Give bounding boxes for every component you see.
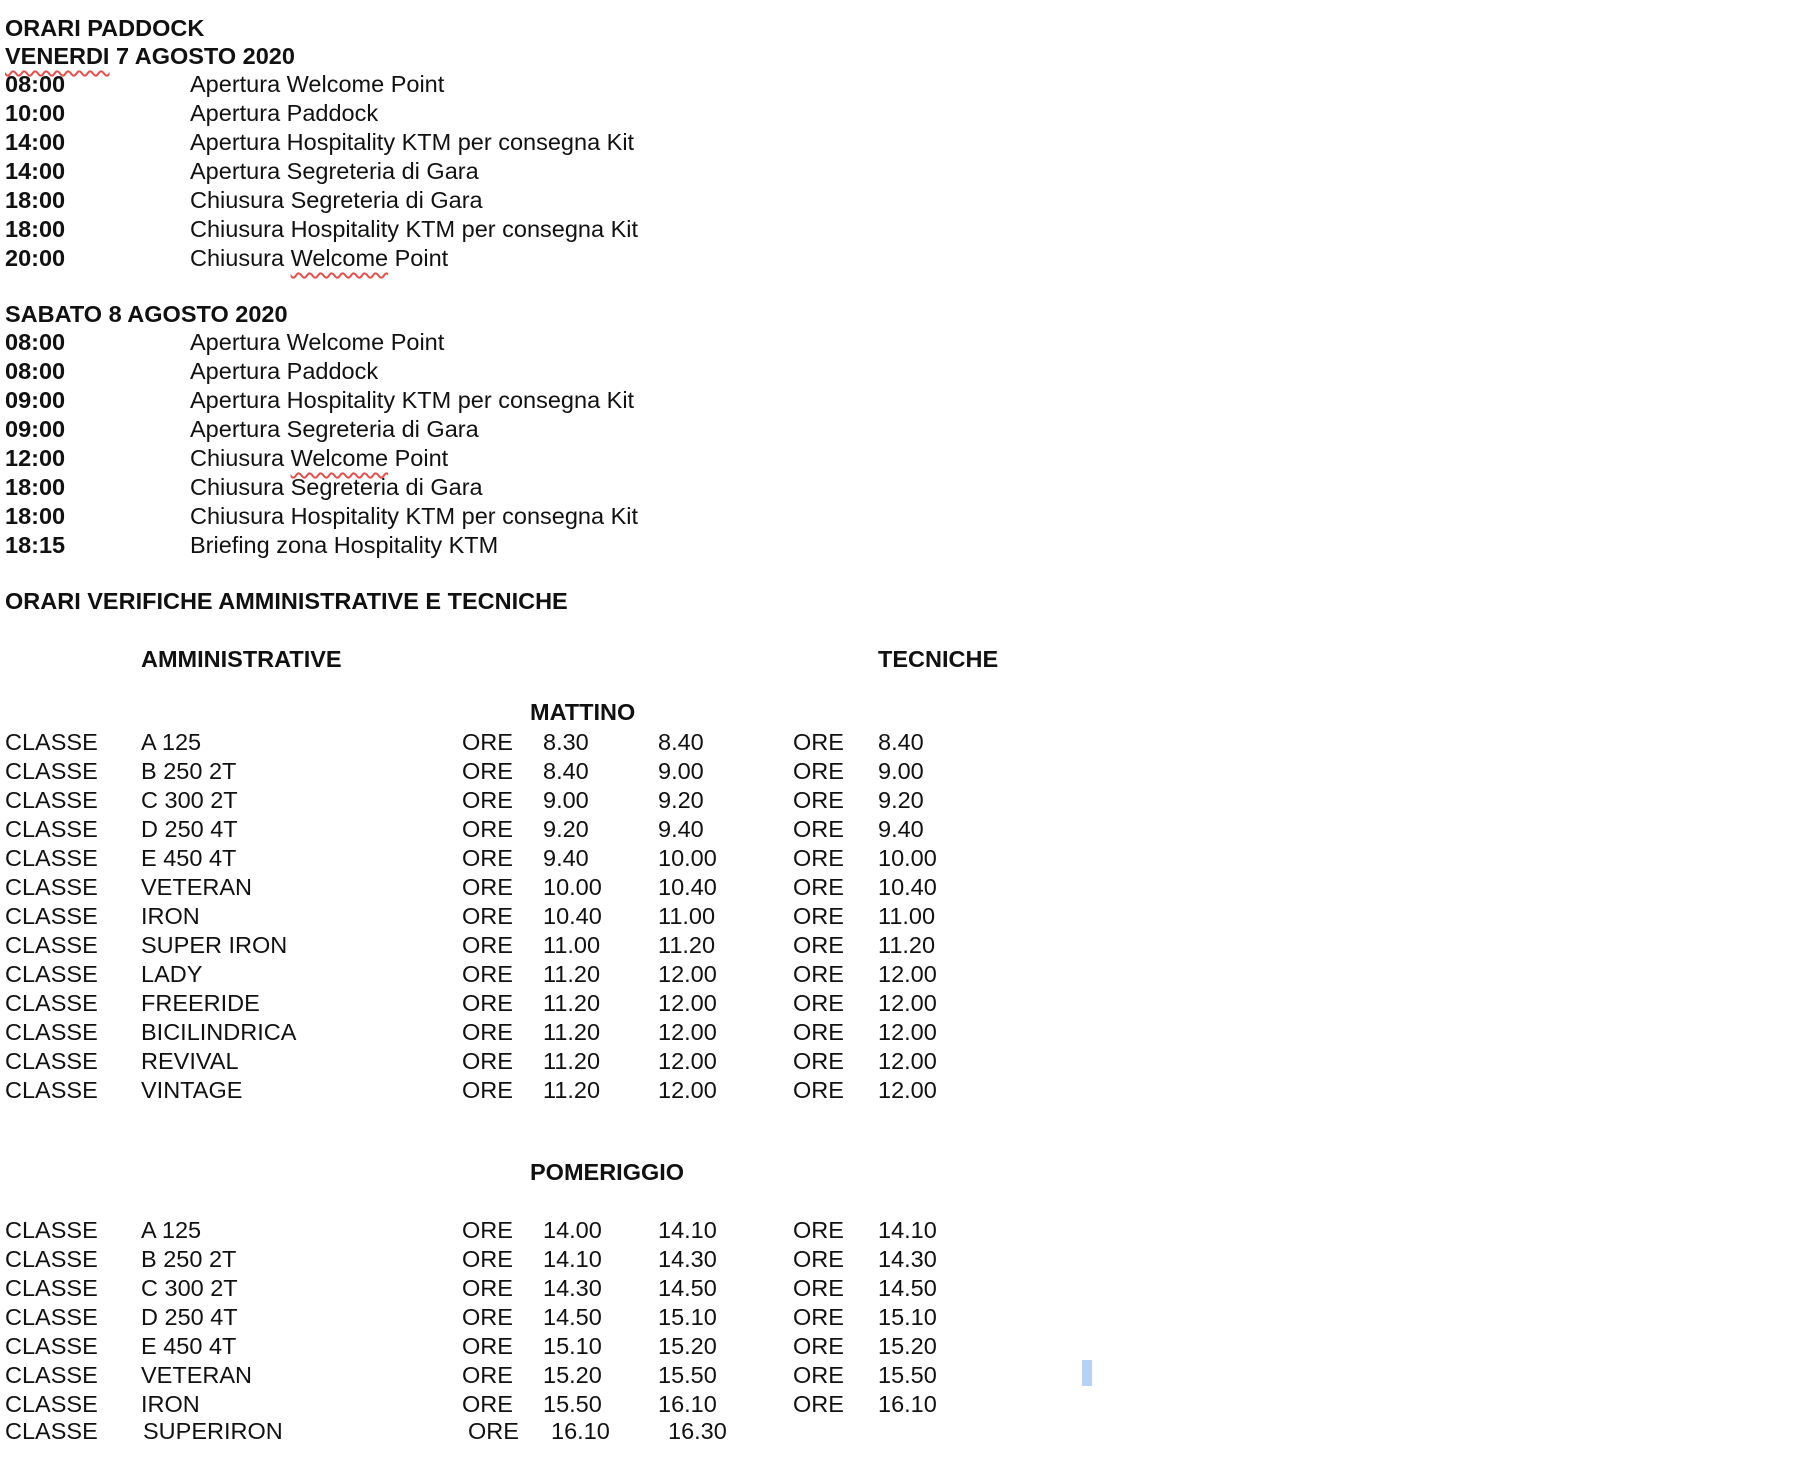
admin-start-cell: 15.50 xyxy=(543,1391,602,1417)
schedule-row xyxy=(0,444,1200,472)
schedule-text: Apertura Hospitality KTM per consegna Kit xyxy=(190,129,635,155)
classe-cell: CLASSE xyxy=(5,961,98,987)
schedule-time: 08:00 xyxy=(5,358,66,384)
table-row xyxy=(0,1361,1200,1389)
class-name-cell: C 300 2T xyxy=(141,1275,238,1301)
admin-start-cell: 15.20 xyxy=(543,1362,602,1388)
schedule-time: 09:00 xyxy=(5,387,66,413)
class-name-cell: IRON xyxy=(141,1391,200,1417)
class-name-cell: B 250 2T xyxy=(141,758,237,784)
tech-time-cell: 14.50 xyxy=(878,1275,937,1301)
schedule-text-post: Point xyxy=(388,245,449,271)
ore-label-cell: ORE xyxy=(462,1077,513,1103)
admin-end-cell: 12.00 xyxy=(658,990,717,1016)
schedule-text: Apertura Segreteria di Gara xyxy=(190,416,479,442)
ore-label-cell: ORE xyxy=(793,758,844,784)
classe-cell: CLASSE xyxy=(5,1304,98,1330)
admin-start-cell: 9.20 xyxy=(543,816,589,842)
schedule-row xyxy=(0,386,1200,414)
schedule-time: 09:00 xyxy=(5,416,66,442)
classe-cell: CLASSE xyxy=(5,932,98,958)
table-row xyxy=(0,1216,1200,1244)
ore-label-cell: ORE xyxy=(462,1362,513,1388)
admin-end-cell: 14.30 xyxy=(658,1246,717,1272)
ore-label-cell: ORE xyxy=(462,758,513,784)
schedule-time: 18:00 xyxy=(5,474,66,500)
admin-end-cell: 9.40 xyxy=(658,816,704,842)
classe-cell: CLASSE xyxy=(5,1217,98,1243)
admin-start-cell: 14.50 xyxy=(543,1304,602,1330)
classe-cell: CLASSE xyxy=(5,1019,98,1045)
table-row-last xyxy=(0,1417,1200,1445)
schedule-row xyxy=(0,70,1200,98)
schedule-row xyxy=(0,328,1200,356)
ore-label-cell: ORE xyxy=(462,1019,513,1045)
classe-cell: CLASSE xyxy=(5,903,98,929)
ore-label-cell: ORE xyxy=(793,1077,844,1103)
classe-cell: CLASSE xyxy=(5,1275,98,1301)
tech-time-cell: 16.10 xyxy=(878,1391,937,1417)
ore-label-cell: ORE xyxy=(793,1304,844,1330)
table-row xyxy=(0,728,1200,756)
col-header-tech: TECNICHE xyxy=(878,646,999,672)
admin-start-cell: 11.20 xyxy=(543,961,601,987)
table-row xyxy=(0,873,1200,901)
schedule-text: Apertura Paddock xyxy=(190,100,379,126)
page-title: ORARI PADDOCK xyxy=(5,15,205,41)
ore-label-cell: ORE xyxy=(462,729,513,755)
classe-cell: CLASSE xyxy=(5,1246,98,1272)
admin-end-cell: 10.00 xyxy=(658,845,717,871)
day1-heading-date: 7 AGOSTO 2020 xyxy=(109,43,295,69)
text-cursor-highlight xyxy=(1082,1360,1092,1386)
schedule-text: Chiusura Hospitality KTM per consegna Kit xyxy=(190,503,639,529)
schedule-text: Apertura Paddock xyxy=(190,358,379,384)
schedule-time: 18:00 xyxy=(5,503,66,529)
ore-label-cell: ORE xyxy=(793,1391,844,1417)
ore-label-cell: ORE xyxy=(793,961,844,987)
admin-end-cell: 11.00 xyxy=(658,903,716,929)
class-name-cell: SUPERIRON xyxy=(143,1418,283,1444)
schedule-text-post: Point xyxy=(388,445,449,471)
schedule-row xyxy=(0,473,1200,501)
admin-start-cell: 9.00 xyxy=(543,787,589,813)
schedule-text-pre: Chiusura xyxy=(190,245,291,271)
schedule-time: 18:00 xyxy=(5,187,66,213)
tech-time-cell: 12.00 xyxy=(878,1077,937,1103)
ore-label-cell: ORE xyxy=(793,1362,844,1388)
admin-start-cell: 11.00 xyxy=(543,932,601,958)
schedule-row xyxy=(0,244,1200,272)
table-row xyxy=(0,989,1200,1017)
schedule-text: Apertura Hospitality KTM per consegna Kit xyxy=(190,387,635,413)
tech-time-cell: 12.00 xyxy=(878,961,937,987)
ore-label-cell: ORE xyxy=(793,874,844,900)
schedule-time: 08:00 xyxy=(5,329,66,355)
admin-start-cell: 15.10 xyxy=(543,1333,602,1359)
class-name-cell: D 250 4T xyxy=(141,816,238,842)
schedule-text: Briefing zona Hospitality KTM xyxy=(190,532,499,558)
class-name-cell: E 450 4T xyxy=(141,1333,237,1359)
classe-cell: CLASSE xyxy=(5,1048,98,1074)
schedule-text: Apertura Welcome Point xyxy=(190,71,445,97)
ore-label-cell: ORE xyxy=(462,1246,513,1272)
classe-cell: CLASSE xyxy=(5,1418,98,1444)
class-name-cell: LADY xyxy=(141,961,203,987)
table-row xyxy=(0,1076,1200,1104)
tech-time-cell: 12.00 xyxy=(878,1048,937,1074)
ore-label-cell: ORE xyxy=(462,1217,513,1243)
tech-time-cell: 14.30 xyxy=(878,1246,937,1272)
schedule-text: Chiusura Hospitality KTM per consegna Kit xyxy=(190,216,639,242)
schedule-time: 18:00 xyxy=(5,216,66,242)
ore-label-cell: ORE xyxy=(462,1391,513,1417)
classe-cell: CLASSE xyxy=(5,816,98,842)
tech-time-cell: 12.00 xyxy=(878,990,937,1016)
admin-end-cell: 9.20 xyxy=(658,787,704,813)
admin-end-cell: 14.50 xyxy=(658,1275,717,1301)
tech-time-cell: 15.20 xyxy=(878,1333,937,1359)
table-row xyxy=(0,1245,1200,1273)
tech-time-cell: 9.20 xyxy=(878,787,924,813)
class-name-cell: FREERIDE xyxy=(141,990,260,1016)
admin-end-cell: 15.10 xyxy=(658,1304,717,1330)
class-name-cell: BICILINDRICA xyxy=(141,1019,297,1045)
classe-cell: CLASSE xyxy=(5,1362,98,1388)
admin-end-cell: 14.10 xyxy=(658,1217,717,1243)
schedule-time: 18:15 xyxy=(5,532,66,558)
day2-heading: SABATO 8 AGOSTO 2020 xyxy=(5,301,288,327)
class-name-cell: SUPER IRON xyxy=(141,932,288,958)
tech-time-cell: 15.10 xyxy=(878,1304,937,1330)
table-row xyxy=(0,1274,1200,1302)
pomeriggio-label: POMERIGGIO xyxy=(530,1159,685,1185)
table-row xyxy=(0,1332,1200,1360)
admin-start-cell: 10.00 xyxy=(543,874,602,900)
admin-start-cell: 10.40 xyxy=(543,903,602,929)
schedule-row xyxy=(0,357,1200,385)
ore-label-cell: ORE xyxy=(793,1019,844,1045)
table-row xyxy=(0,786,1200,814)
table-row xyxy=(0,902,1200,930)
schedule-row xyxy=(0,157,1200,185)
schedule-time: 20:00 xyxy=(5,245,66,271)
class-name-cell: B 250 2T xyxy=(141,1246,237,1272)
tech-time-cell: 10.00 xyxy=(878,845,937,871)
tech-time-cell: 15.50 xyxy=(878,1362,937,1388)
admin-start-cell: 14.30 xyxy=(543,1275,602,1301)
col-header-admin: AMMINISTRATIVE xyxy=(141,646,342,672)
schedule-text xyxy=(190,244,448,272)
admin-end-cell: 12.00 xyxy=(658,961,717,987)
ore-label-cell: ORE xyxy=(462,845,513,871)
admin-start-cell: 14.10 xyxy=(543,1246,602,1272)
class-name-cell: D 250 4T xyxy=(141,1304,238,1330)
ore-label-cell: ORE xyxy=(462,990,513,1016)
class-name-cell: A 125 xyxy=(141,729,202,755)
admin-end-cell: 10.40 xyxy=(658,874,717,900)
ore-label-cell: ORE xyxy=(793,1048,844,1074)
ore-label-cell: ORE xyxy=(462,1304,513,1330)
class-name-cell: E 450 4T xyxy=(141,845,237,871)
admin-end-cell: 16.30 xyxy=(668,1418,727,1444)
classe-cell: CLASSE xyxy=(5,729,98,755)
schedule-row xyxy=(0,502,1200,530)
verifiche-title: ORARI VERIFICHE AMMINISTRATIVE E TECNICHE xyxy=(5,588,568,614)
ore-label-cell: ORE xyxy=(793,787,844,813)
schedule-row xyxy=(0,415,1200,443)
admin-end-cell: 15.20 xyxy=(658,1333,717,1359)
tech-time-cell: 14.10 xyxy=(878,1217,937,1243)
ore-label-cell: ORE xyxy=(793,903,844,929)
table-row xyxy=(0,815,1200,843)
class-name-cell: A 125 xyxy=(141,1217,202,1243)
schedule-time: 10:00 xyxy=(5,100,66,126)
admin-end-cell: 11.20 xyxy=(658,932,716,958)
schedule-text-pre: Chiusura xyxy=(190,445,291,471)
admin-end-cell: 12.00 xyxy=(658,1019,717,1045)
schedule-row xyxy=(0,531,1200,559)
spellcheck-word: VENERDI xyxy=(5,43,110,69)
ore-label-cell: ORE xyxy=(468,1418,519,1444)
schedule-time: 08:00 xyxy=(5,71,66,97)
class-name-cell: VINTAGE xyxy=(141,1077,243,1103)
class-name-cell: VETERAN xyxy=(141,874,252,900)
spellcheck-word: Welcome xyxy=(290,245,389,271)
spellcheck-word: Welcome xyxy=(290,445,389,471)
ore-label-cell: ORE xyxy=(793,1217,844,1243)
admin-start-cell: 8.30 xyxy=(543,729,589,755)
admin-end-cell: 12.00 xyxy=(658,1048,717,1074)
classe-cell: CLASSE xyxy=(5,874,98,900)
table-row xyxy=(0,1047,1200,1075)
admin-end-cell: 12.00 xyxy=(658,1077,717,1103)
class-name-cell: VETERAN xyxy=(141,1362,252,1388)
schedule-text: Chiusura Segreteria di Gara xyxy=(190,474,483,500)
admin-end-cell: 16.10 xyxy=(658,1391,717,1417)
ore-label-cell: ORE xyxy=(793,1246,844,1272)
ore-label-cell: ORE xyxy=(793,932,844,958)
class-name-cell: C 300 2T xyxy=(141,787,238,813)
table-row xyxy=(0,757,1200,785)
ore-label-cell: ORE xyxy=(793,1333,844,1359)
tech-time-cell: 9.00 xyxy=(878,758,924,784)
admin-start-cell: 11.20 xyxy=(543,990,601,1016)
classe-cell: CLASSE xyxy=(5,1391,98,1417)
mattino-label: MATTINO xyxy=(530,699,636,725)
ore-label-cell: ORE xyxy=(462,874,513,900)
class-name-cell: IRON xyxy=(141,903,200,929)
schedule-time: 14:00 xyxy=(5,158,66,184)
schedule-row xyxy=(0,128,1200,156)
ore-label-cell: ORE xyxy=(462,1048,513,1074)
ore-label-cell: ORE xyxy=(462,932,513,958)
admin-start-cell: 14.00 xyxy=(543,1217,602,1243)
table-row xyxy=(0,844,1200,872)
admin-start-cell: 11.20 xyxy=(543,1048,601,1074)
ore-label-cell: ORE xyxy=(462,787,513,813)
admin-start-cell: 11.20 xyxy=(543,1077,601,1103)
table-row xyxy=(0,931,1200,959)
table-row xyxy=(0,1018,1200,1046)
schedule-text xyxy=(190,444,448,472)
schedule-time: 14:00 xyxy=(5,129,66,155)
ore-label-cell: ORE xyxy=(462,1275,513,1301)
admin-start-cell: 8.40 xyxy=(543,758,589,784)
table-row xyxy=(0,1303,1200,1331)
classe-cell: CLASSE xyxy=(5,845,98,871)
schedule-time: 12:00 xyxy=(5,445,66,471)
tech-time-cell: 10.40 xyxy=(878,874,937,900)
ore-label-cell: ORE xyxy=(793,1275,844,1301)
schedule-text: Chiusura Segreteria di Gara xyxy=(190,187,483,213)
admin-end-cell: 15.50 xyxy=(658,1362,717,1388)
tech-time-cell: 9.40 xyxy=(878,816,924,842)
table-row xyxy=(0,960,1200,988)
schedule-text: Apertura Segreteria di Gara xyxy=(190,158,479,184)
admin-start-cell: 16.10 xyxy=(551,1418,610,1444)
tech-time-cell: 12.00 xyxy=(878,1019,937,1045)
ore-label-cell: ORE xyxy=(462,903,513,929)
classe-cell: CLASSE xyxy=(5,1333,98,1359)
ore-label-cell: ORE xyxy=(462,1333,513,1359)
ore-label-cell: ORE xyxy=(462,816,513,842)
table-row xyxy=(0,1390,1200,1418)
admin-start-cell: 11.20 xyxy=(543,1019,601,1045)
ore-label-cell: ORE xyxy=(793,729,844,755)
schedule-text: Apertura Welcome Point xyxy=(190,329,445,355)
ore-label-cell: ORE xyxy=(793,845,844,871)
classe-cell: CLASSE xyxy=(5,1077,98,1103)
schedule-row xyxy=(0,215,1200,243)
schedule-row xyxy=(0,186,1200,214)
tech-time-cell: 11.00 xyxy=(878,903,936,929)
tech-time-cell: 8.40 xyxy=(878,729,924,755)
tech-time-cell: 11.20 xyxy=(878,932,936,958)
admin-end-cell: 9.00 xyxy=(658,758,704,784)
ore-label-cell: ORE xyxy=(793,990,844,1016)
classe-cell: CLASSE xyxy=(5,990,98,1016)
ore-label-cell: ORE xyxy=(462,961,513,987)
ore-label-cell: ORE xyxy=(793,816,844,842)
classe-cell: CLASSE xyxy=(5,787,98,813)
day1-heading xyxy=(5,42,295,70)
admin-end-cell: 8.40 xyxy=(658,729,704,755)
schedule-row xyxy=(0,99,1200,127)
admin-start-cell: 9.40 xyxy=(543,845,589,871)
classe-cell: CLASSE xyxy=(5,758,98,784)
class-name-cell: REVIVAL xyxy=(141,1048,239,1074)
